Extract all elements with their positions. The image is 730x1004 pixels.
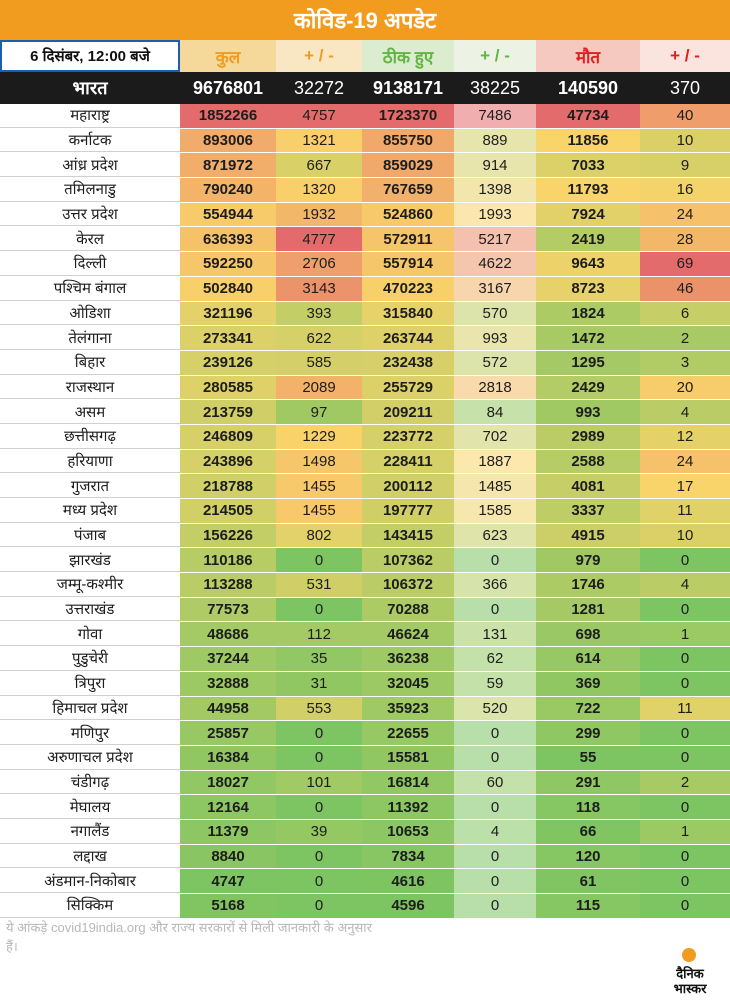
data-cell: 18027 — [180, 771, 276, 795]
data-cell: 31 — [276, 672, 362, 696]
data-cell: 0 — [640, 894, 730, 918]
state-name: झारखंड — [0, 548, 180, 572]
data-cell: 554944 — [180, 203, 276, 227]
total-value-6: 370 — [669, 77, 701, 98]
data-cell: 20 — [640, 376, 730, 400]
data-cell: 55 — [536, 746, 640, 770]
data-cell: 131 — [454, 622, 536, 646]
table-row — [0, 647, 730, 672]
data-cell: 1455 — [276, 474, 362, 498]
table-row — [0, 697, 730, 722]
table-row — [0, 845, 730, 870]
data-cell: 1887 — [454, 450, 536, 474]
column-header-1: कुल — [180, 40, 276, 72]
data-cell: 112 — [276, 622, 362, 646]
data-cell: 0 — [454, 598, 536, 622]
data-cell: 3337 — [536, 499, 640, 523]
data-cell: 1321 — [276, 129, 362, 153]
data-cell: 228411 — [362, 450, 454, 474]
table-row — [0, 869, 730, 894]
data-cell: 0 — [640, 721, 730, 745]
data-cell: 2989 — [536, 425, 640, 449]
data-cell: 0 — [276, 548, 362, 572]
data-cell: 101 — [276, 771, 362, 795]
data-cell: 2 — [640, 326, 730, 350]
table-row — [0, 672, 730, 697]
data-cell: 115 — [536, 894, 640, 918]
data-cell: 2419 — [536, 227, 640, 251]
data-cell: 8723 — [536, 277, 640, 301]
data-cell: 0 — [640, 647, 730, 671]
state-name: मेघालय — [0, 795, 180, 819]
data-cell: 979 — [536, 548, 640, 572]
data-cell: 1 — [640, 820, 730, 844]
data-cell: 1281 — [536, 598, 640, 622]
data-cell: 1824 — [536, 302, 640, 326]
data-cell: 16814 — [362, 771, 454, 795]
data-cell: 15581 — [362, 746, 454, 770]
data-cell: 9 — [640, 153, 730, 177]
data-cell: 524860 — [362, 203, 454, 227]
data-cell: 7924 — [536, 203, 640, 227]
data-cell: 39 — [276, 820, 362, 844]
state-name: पंजाब — [0, 524, 180, 548]
data-cell: 1746 — [536, 573, 640, 597]
sun-icon — [682, 948, 696, 962]
data-cell: 66 — [536, 820, 640, 844]
state-name: गोवा — [0, 622, 180, 646]
state-name: हिमाचल प्रदेश — [0, 697, 180, 721]
data-cell: 11793 — [536, 178, 640, 202]
data-cell: 1723370 — [362, 104, 454, 128]
data-cell: 200112 — [362, 474, 454, 498]
data-cell: 871972 — [180, 153, 276, 177]
data-cell: 0 — [640, 598, 730, 622]
data-cell: 60 — [454, 771, 536, 795]
data-cell: 5217 — [454, 227, 536, 251]
data-cell: 24 — [640, 450, 730, 474]
data-cell: 12164 — [180, 795, 276, 819]
data-cell: 0 — [640, 548, 730, 572]
data-cell: 48686 — [180, 622, 276, 646]
data-cell: 722 — [536, 697, 640, 721]
data-cell: 243896 — [180, 450, 276, 474]
data-cell: 6 — [640, 302, 730, 326]
brand-logo — [652, 944, 722, 1002]
table-row — [0, 548, 730, 573]
data-cell: 28 — [640, 227, 730, 251]
state-name: छत्तीसगढ़ — [0, 425, 180, 449]
data-cell: 557914 — [362, 252, 454, 276]
data-cell: 69 — [640, 252, 730, 276]
data-cell: 702 — [454, 425, 536, 449]
state-name: गुजरात — [0, 474, 180, 498]
data-cell: 7834 — [362, 845, 454, 869]
state-name: तमिलनाडु — [0, 178, 180, 202]
data-cell: 5168 — [180, 894, 276, 918]
data-cell: 0 — [454, 845, 536, 869]
data-cell: 0 — [640, 845, 730, 869]
data-cell: 2706 — [276, 252, 362, 276]
data-cell: 11856 — [536, 129, 640, 153]
state-name: पुडुचेरी — [0, 647, 180, 671]
data-cell: 1932 — [276, 203, 362, 227]
data-cell: 4 — [454, 820, 536, 844]
data-cell: 698 — [536, 622, 640, 646]
data-cell: 570 — [454, 302, 536, 326]
total-value-4: 38225 — [469, 77, 521, 98]
logo-line1: दैनिक — [676, 966, 704, 981]
data-cell: 572 — [454, 351, 536, 375]
data-cell: 0 — [454, 548, 536, 572]
column-header-6: + / - — [640, 40, 730, 72]
data-cell: 46 — [640, 277, 730, 301]
state-name: बिहार — [0, 351, 180, 375]
table-row — [0, 721, 730, 746]
data-cell: 1472 — [536, 326, 640, 350]
data-cell: 97 — [276, 400, 362, 424]
data-cell: 315840 — [362, 302, 454, 326]
column-header-2: + / - — [276, 40, 362, 72]
data-cell: 218788 — [180, 474, 276, 498]
state-name: तेलंगाना — [0, 326, 180, 350]
table-row — [0, 227, 730, 252]
data-cell: 0 — [454, 721, 536, 745]
data-cell: 0 — [276, 795, 362, 819]
state-name: असम — [0, 400, 180, 424]
data-cell: 36238 — [362, 647, 454, 671]
data-cell: 1852266 — [180, 104, 276, 128]
data-cell: 35923 — [362, 697, 454, 721]
data-cell: 0 — [276, 598, 362, 622]
data-cell: 32888 — [180, 672, 276, 696]
state-name: मणिपुर — [0, 721, 180, 745]
data-cell: 209211 — [362, 400, 454, 424]
data-cell: 59 — [454, 672, 536, 696]
data-cell: 790240 — [180, 178, 276, 202]
state-name: अरुणाचल प्रदेश — [0, 746, 180, 770]
data-cell: 0 — [454, 795, 536, 819]
total-value-5: 140590 — [557, 77, 619, 98]
state-name: जम्मू-कश्मीर — [0, 573, 180, 597]
data-cell: 0 — [276, 869, 362, 893]
table-row — [0, 351, 730, 376]
data-cell: 502840 — [180, 277, 276, 301]
data-cell: 614 — [536, 647, 640, 671]
table-row — [0, 400, 730, 425]
data-cell: 4747 — [180, 869, 276, 893]
data-cell: 11 — [640, 499, 730, 523]
state-table — [0, 104, 730, 919]
table-row — [0, 598, 730, 623]
column-header-5: मौत — [536, 40, 640, 72]
data-cell: 553 — [276, 697, 362, 721]
data-cell: 3 — [640, 351, 730, 375]
data-cell: 24 — [640, 203, 730, 227]
table-row — [0, 153, 730, 178]
data-cell: 1585 — [454, 499, 536, 523]
data-cell: 120 — [536, 845, 640, 869]
column-header-4: + / - — [454, 40, 536, 72]
state-name: आंध्र प्रदेश — [0, 153, 180, 177]
data-cell: 636393 — [180, 227, 276, 251]
data-cell: 321196 — [180, 302, 276, 326]
table-row — [0, 573, 730, 598]
state-name: उत्तर प्रदेश — [0, 203, 180, 227]
data-cell: 2089 — [276, 376, 362, 400]
total-value-1: 9676801 — [192, 77, 264, 98]
data-cell: 470223 — [362, 277, 454, 301]
data-cell: 0 — [454, 869, 536, 893]
data-cell: 767659 — [362, 178, 454, 202]
state-name: हरियाणा — [0, 450, 180, 474]
data-cell: 4757 — [276, 104, 362, 128]
data-cell: 2588 — [536, 450, 640, 474]
data-cell: 1485 — [454, 474, 536, 498]
data-cell: 1455 — [276, 499, 362, 523]
data-cell: 592250 — [180, 252, 276, 276]
table-row — [0, 894, 730, 919]
data-cell: 17 — [640, 474, 730, 498]
data-cell: 11 — [640, 697, 730, 721]
date-label: 6 दिसंबर, 12:00 बजे — [0, 40, 180, 72]
data-cell: 8840 — [180, 845, 276, 869]
table-row — [0, 795, 730, 820]
data-cell: 4081 — [536, 474, 640, 498]
data-cell: 889 — [454, 129, 536, 153]
data-cell: 1295 — [536, 351, 640, 375]
state-name: त्रिपुरा — [0, 672, 180, 696]
data-cell: 61 — [536, 869, 640, 893]
data-cell: 802 — [276, 524, 362, 548]
data-cell: 4 — [640, 400, 730, 424]
data-cell: 7033 — [536, 153, 640, 177]
data-cell: 9643 — [536, 252, 640, 276]
data-cell: 4616 — [362, 869, 454, 893]
table-row — [0, 450, 730, 475]
table-row — [0, 499, 730, 524]
table-row — [0, 129, 730, 154]
data-cell: 16384 — [180, 746, 276, 770]
state-name: नगालैंड — [0, 820, 180, 844]
table-row — [0, 104, 730, 129]
data-cell: 531 — [276, 573, 362, 597]
data-cell: 393 — [276, 302, 362, 326]
state-name: दिल्ली — [0, 252, 180, 276]
data-cell: 110186 — [180, 548, 276, 572]
data-cell: 44958 — [180, 697, 276, 721]
footnote: ये आंकड़े covid19india.org और राज्य सरकारों से मिली जानकारी के अनुसार हैं। — [6, 920, 372, 954]
data-cell: 914 — [454, 153, 536, 177]
data-cell: 0 — [276, 746, 362, 770]
state-name: पश्चिम बंगाल — [0, 277, 180, 301]
data-cell: 2818 — [454, 376, 536, 400]
state-name: केरल — [0, 227, 180, 251]
table-row — [0, 277, 730, 302]
table-row — [0, 474, 730, 499]
state-name: ओडिशा — [0, 302, 180, 326]
state-name: अंडमान-निकोबार — [0, 869, 180, 893]
logo-text — [658, 966, 722, 996]
data-cell: 4596 — [362, 894, 454, 918]
table-row — [0, 203, 730, 228]
data-cell: 156226 — [180, 524, 276, 548]
total-value-3: 9138171 — [372, 77, 444, 98]
data-cell: 107362 — [362, 548, 454, 572]
data-cell: 4777 — [276, 227, 362, 251]
data-cell: 40 — [640, 104, 730, 128]
data-cell: 520 — [454, 697, 536, 721]
state-name: कर्नाटक — [0, 129, 180, 153]
data-cell: 3167 — [454, 277, 536, 301]
data-cell: 993 — [454, 326, 536, 350]
data-cell: 667 — [276, 153, 362, 177]
data-cell: 0 — [640, 672, 730, 696]
data-cell: 572911 — [362, 227, 454, 251]
data-cell: 35 — [276, 647, 362, 671]
data-cell: 246809 — [180, 425, 276, 449]
state-name: लद्दाख — [0, 845, 180, 869]
data-cell: 1498 — [276, 450, 362, 474]
data-cell: 993 — [536, 400, 640, 424]
data-cell: 11392 — [362, 795, 454, 819]
data-cell: 1398 — [454, 178, 536, 202]
table-row — [0, 622, 730, 647]
column-header-3: ठीक हुए — [362, 40, 454, 72]
data-cell: 622 — [276, 326, 362, 350]
data-cell: 1 — [640, 622, 730, 646]
total-name: भारत — [72, 78, 108, 98]
table-row — [0, 771, 730, 796]
data-cell: 859029 — [362, 153, 454, 177]
data-cell: 585 — [276, 351, 362, 375]
data-cell: 4915 — [536, 524, 640, 548]
table-row — [0, 178, 730, 203]
table-row — [0, 746, 730, 771]
data-cell: 62 — [454, 647, 536, 671]
data-cell: 0 — [640, 869, 730, 893]
data-cell: 22655 — [362, 721, 454, 745]
data-cell: 1229 — [276, 425, 362, 449]
state-name: सिक्किम — [0, 894, 180, 918]
data-cell: 118 — [536, 795, 640, 819]
table-row — [0, 820, 730, 845]
data-cell: 623 — [454, 524, 536, 548]
table-row — [0, 524, 730, 549]
data-cell: 0 — [454, 746, 536, 770]
data-cell: 1320 — [276, 178, 362, 202]
data-cell: 893006 — [180, 129, 276, 153]
state-name: महाराष्ट्र — [0, 104, 180, 128]
data-cell: 106372 — [362, 573, 454, 597]
data-cell: 11379 — [180, 820, 276, 844]
data-cell: 223772 — [362, 425, 454, 449]
data-cell: 16 — [640, 178, 730, 202]
data-cell: 232438 — [362, 351, 454, 375]
data-cell: 4 — [640, 573, 730, 597]
page-title: कोविड-19 अपडेट — [0, 0, 730, 40]
data-cell: 7486 — [454, 104, 536, 128]
total-row — [0, 72, 730, 104]
table-row — [0, 425, 730, 450]
state-name: मध्य प्रदेश — [0, 499, 180, 523]
data-cell: 369 — [536, 672, 640, 696]
data-cell: 84 — [454, 400, 536, 424]
data-cell: 291 — [536, 771, 640, 795]
data-cell: 239126 — [180, 351, 276, 375]
data-cell: 0 — [276, 721, 362, 745]
data-cell: 280585 — [180, 376, 276, 400]
data-cell: 2429 — [536, 376, 640, 400]
state-name: चंडीगढ़ — [0, 771, 180, 795]
header-row — [0, 40, 730, 72]
data-cell: 0 — [454, 894, 536, 918]
data-cell: 1993 — [454, 203, 536, 227]
data-cell: 299 — [536, 721, 640, 745]
total-value-2: 32272 — [293, 77, 345, 98]
data-cell: 0 — [276, 845, 362, 869]
data-cell: 255729 — [362, 376, 454, 400]
data-cell: 10 — [640, 524, 730, 548]
data-cell: 70288 — [362, 598, 454, 622]
data-cell: 263744 — [362, 326, 454, 350]
data-cell: 47734 — [536, 104, 640, 128]
data-cell: 32045 — [362, 672, 454, 696]
table-row — [0, 302, 730, 327]
data-cell: 3143 — [276, 277, 362, 301]
data-cell: 0 — [640, 795, 730, 819]
data-cell: 25857 — [180, 721, 276, 745]
data-cell: 4622 — [454, 252, 536, 276]
data-cell: 0 — [276, 894, 362, 918]
data-cell: 12 — [640, 425, 730, 449]
logo-line2: भास्कर — [673, 981, 707, 996]
data-cell: 2 — [640, 771, 730, 795]
table-row — [0, 376, 730, 401]
data-cell: 273341 — [180, 326, 276, 350]
data-cell: 197777 — [362, 499, 454, 523]
table-row — [0, 252, 730, 277]
data-cell: 10 — [640, 129, 730, 153]
data-cell: 855750 — [362, 129, 454, 153]
data-cell: 77573 — [180, 598, 276, 622]
data-cell: 214505 — [180, 499, 276, 523]
data-cell: 10653 — [362, 820, 454, 844]
state-name: उत्तराखंड — [0, 598, 180, 622]
state-name: राजस्थान — [0, 376, 180, 400]
data-cell: 366 — [454, 573, 536, 597]
data-cell: 213759 — [180, 400, 276, 424]
data-cell: 113288 — [180, 573, 276, 597]
data-cell: 46624 — [362, 622, 454, 646]
table-row — [0, 326, 730, 351]
data-cell: 143415 — [362, 524, 454, 548]
data-cell: 37244 — [180, 647, 276, 671]
data-cell: 0 — [640, 746, 730, 770]
